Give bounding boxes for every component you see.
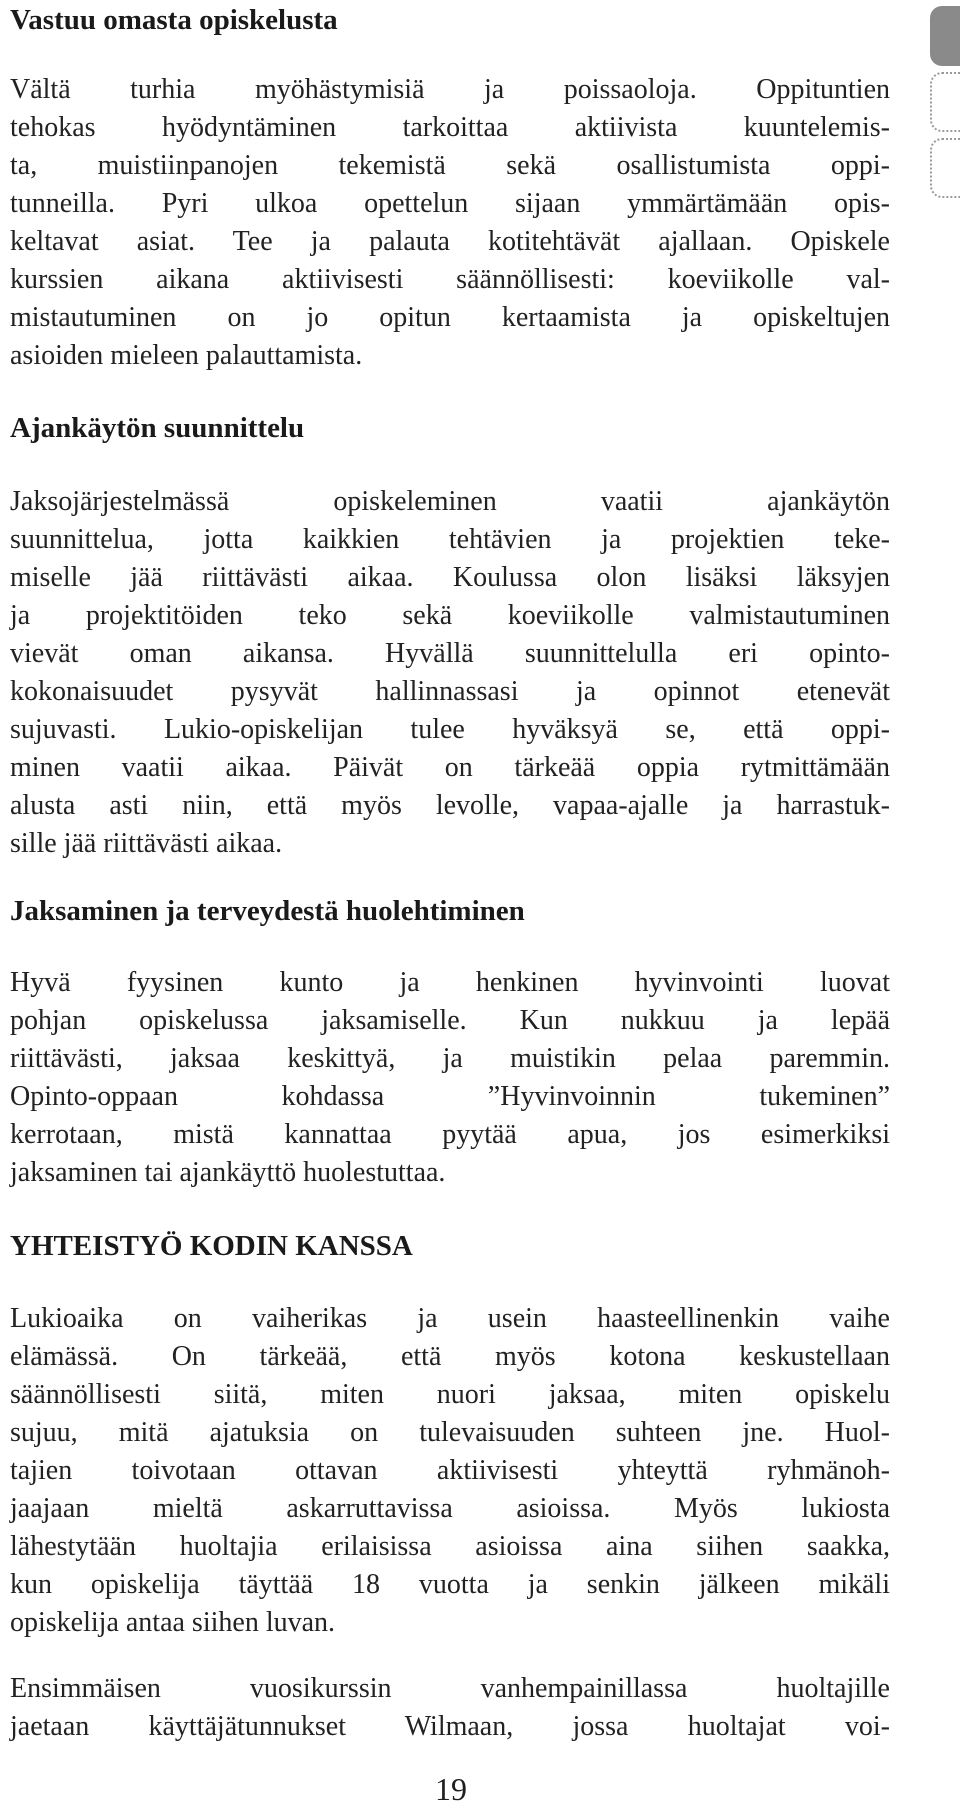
text-line: tehokas hyödyntäminen tarkoittaa aktiivista kuuntelemis- [10,112,890,143]
text-line: Lukioaika on vaiherikas ja usein haasteellinenkin vaihe [10,1303,890,1334]
text-line: ja projektitöiden teko sekä koeviikolle valmistautuminen [10,600,890,631]
text-line: vievät oman aikansa. Hyvällä suunnittelulla eri opinto- [10,638,890,669]
text-line: jaetaan käyttäjätunnukset Wilmaan, jossa huoltajat voi- [10,1711,890,1742]
text-line: keltavat asiat. Tee ja palauta kotitehtävät ajallaan. Opiskele [10,226,890,257]
text-line: kokonaisuudet pysyvät hallinnassasi ja opinnot etenevät [10,676,890,707]
text-line: minen vaatii aikaa. Päivät on tärkeää oppia rytmittämään [10,752,890,783]
text-line: riittävästi, jaksaa keskittyä, ja muistikin pelaa paremmin. [10,1043,890,1074]
text-line: jaksaminen tai ajankäyttö huolestuttaa. [10,1157,446,1188]
text-line: Ensimmäisen vuosikurssin vanhempainillassa huoltajille [10,1673,890,1704]
text-line: asioiden mieleen palauttamista. [10,340,363,371]
text-line: kurssien aikana aktiivisesti säännöllisesti: koeviikolle val- [10,264,890,295]
text-line: sujuvasti. Lukio-opiskelijan tulee hyväksyä se, että oppi- [10,714,890,745]
text-line: Hyvä fyysinen kunto ja henkinen hyvinvointi luovat [10,967,890,998]
text-line: Jaksojärjestelmässä opiskeleminen vaatii ajankäytön [10,486,890,517]
paragraph-vastuu [10,71,890,375]
text-line: sille jää riittävästi aikaa. [10,828,283,859]
text-line: jaajaan mieltä askarruttavissa asioissa. Myös lukiosta [10,1493,890,1524]
paragraph-ajankaytto [10,483,890,863]
paragraph-yhteistyo [10,1300,890,1642]
text-line: Opinto-oppaan kohdassa ”Hyvinvoinnin tukeminen” [10,1081,890,1112]
text-line: tajien toivotaan ottavan aktiivisesti yhteyttä ryhmänoh- [10,1455,890,1486]
chapter-tab-active [930,6,960,66]
text-line: elämässä. On tärkeää, että myös kotona keskustellaan [10,1341,890,1372]
text-line: alusta asti niin, että myös levolle, vapaa-ajalle ja harrastuk- [10,790,890,821]
text-line: Vältä turhia myöhästymisiä ja poissaoloja. Oppituntien [10,74,890,105]
text-line: sujuu, mitä ajatuksia on tulevaisuuden suhteen jne. Huol- [10,1417,890,1448]
section-heading-jaksaminen: Jaksaminen ja terveydestä huolehtiminen [10,895,525,927]
text-line: mistautuminen on jo opitun kertaamista ja opiskeltujen [10,302,890,333]
section-heading-ajankaytto: Ajankäytön suunnittelu [10,412,305,444]
section-heading-yhteistyo: YHTEISTYÖ KODIN KANSSA [10,1230,413,1262]
text-line: opiskelija antaa siihen luvan. [10,1607,336,1638]
page-number: 19 [435,1771,467,1807]
text-line: kun opiskelija täyttää 18 vuotta ja senkin jälkeen mikäli [10,1569,890,1600]
text-line: tunneilla. Pyri ulkoa opettelun sijaan ymmärtämään opis- [10,188,890,219]
text-line: lähestytään huoltajia erilaisissa asioissa aina siihen saakka, [10,1531,890,1562]
text-line: miselle jää riittävästi aikaa. Koulussa olon lisäksi läksyjen [10,562,890,593]
text-line: suunnittelua, jotta kaikkien tehtävien ja projektien teke- [10,524,890,555]
paragraph-wilma [10,1670,890,1746]
section-heading-vastuu: Vastuu omasta opiskelusta [10,4,338,36]
chapter-tab [930,72,960,132]
text-line: ta, muistiinpanojen tekemistä sekä osallistumista oppi- [10,150,890,181]
text-line: pohjan opiskelussa jaksamiselle. Kun nukkuu ja lepää [10,1005,890,1036]
text-line: säännöllisesti siitä, miten nuori jaksaa, miten opiskelu [10,1379,890,1410]
chapter-tab [930,138,960,198]
text-line: kerrotaan, mistä kannattaa pyytää apua, jos esimerkiksi [10,1119,890,1150]
paragraph-jaksaminen [10,964,890,1192]
